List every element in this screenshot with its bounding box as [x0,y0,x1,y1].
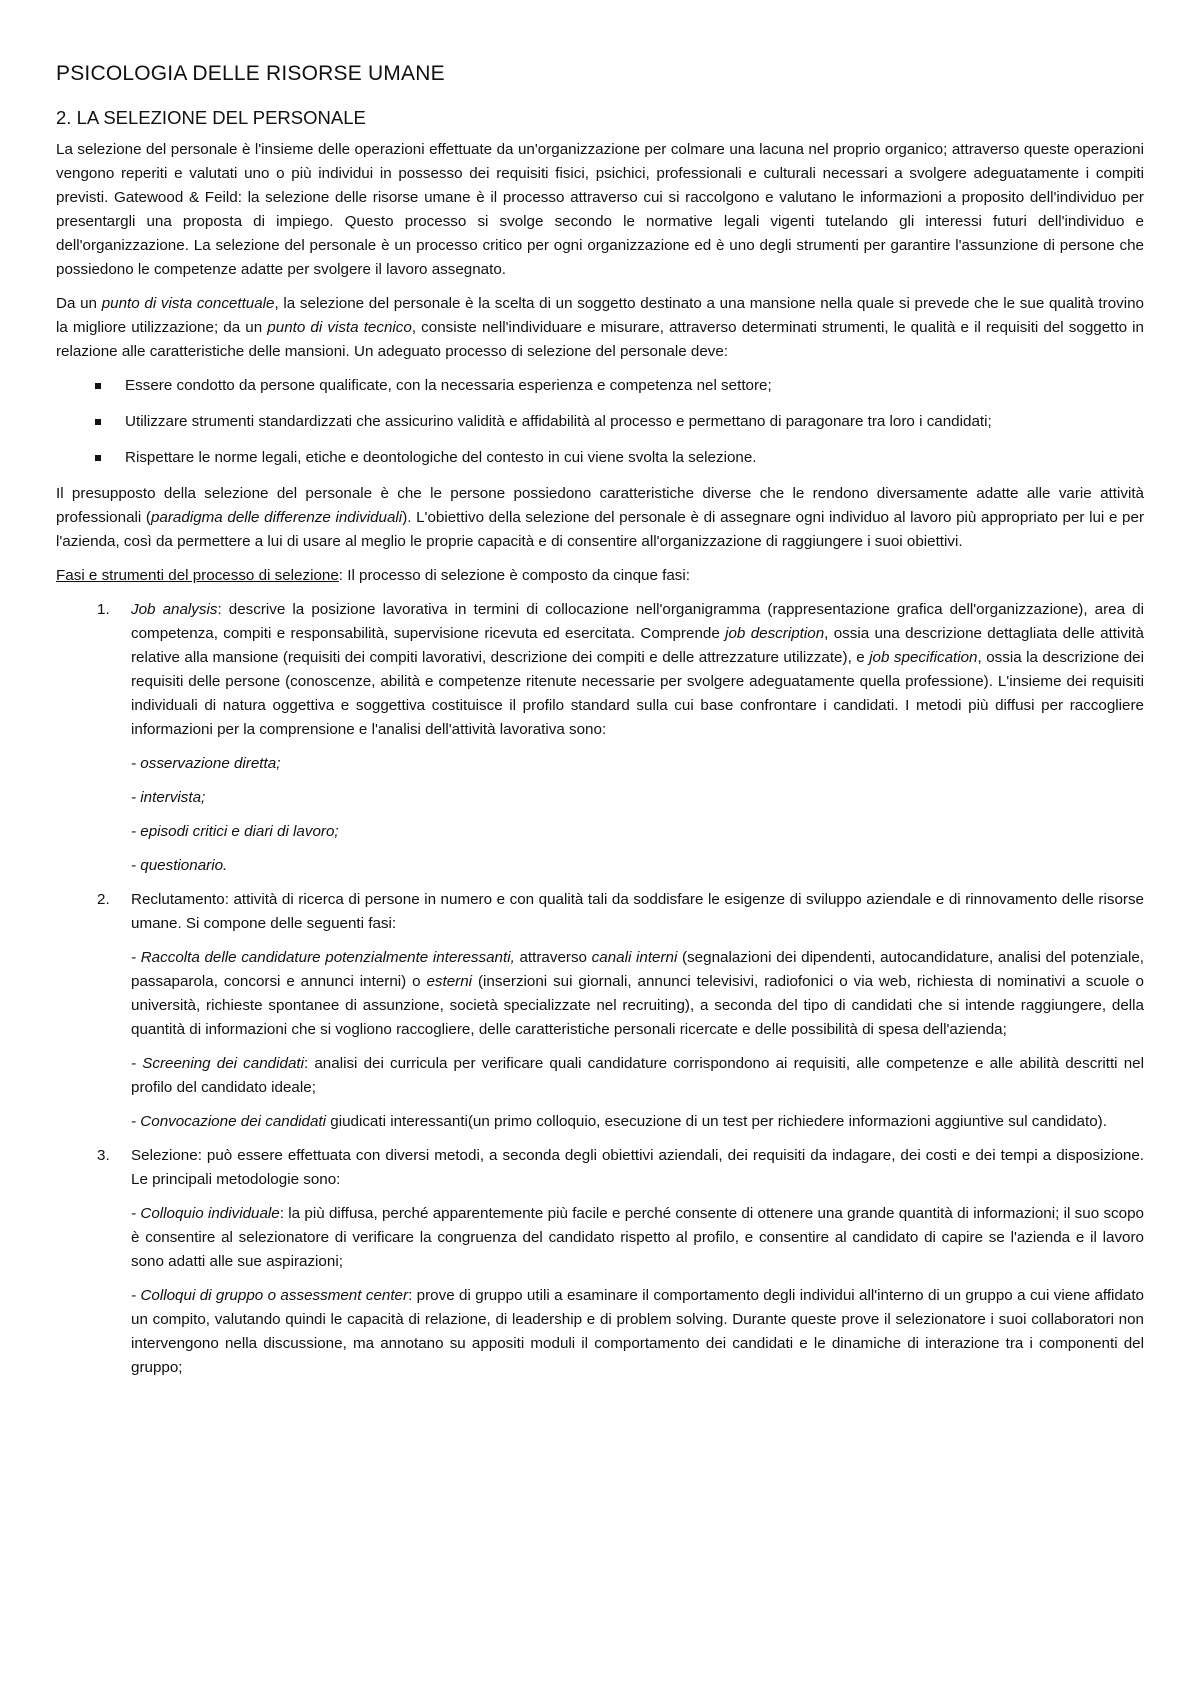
paragraph-phases-intro: Fasi e strumenti del processo di selezione: Il processo di selezione è composto da cinque fasi: [56,567,690,584]
phase-job-analysis: 1. Job analysis: descrive la posizione lavorativa in termini di collocazione nell'organigramma (rappresentazione grafica dell'organizzazione), area di competenza, compiti e responsabilità, supervisione ricevuta ed esercitata. Comprende job description, ossia una descrizione dettagliata delle attività relative alla mansione (requisiti dei compiti lavorativi, descrizione dei compiti e delle attrezzature utilizzate), e job specification, ossia la descrizione dei requisiti delle persone (conoscenze, abilità e competenze ritenute necessarie per svolgere adeguatamente quella professione). L'insieme dei requisiti individuali di natura oggettiva e soggettiva costituisce il profilo standard sulla cui base confrontare i candidati. I metodi più diffusi per raccogliere informazioni per la comprensione e l'analisi dell'attività lavorativa sono: - osservazione diretta; - intervista; - episodi critici e diari di lavoro; - questionario. [97,598,1144,878]
list-item: - Convocazione dei candidati giudicati interessanti(un primo colloquio, esecuzione di un test per richiedere informazioni aggiuntive sul candidato). [131,1113,1107,1130]
list-item: - episodi critici e diari di lavoro; [131,823,339,840]
list-item: Utilizzare strumenti standardizzati che assicurino validità e affidabilità al processo e permettano di paragonare tra loro i candidati; [95,410,1144,434]
list-item: Essere condotto da persone qualificate, con la necessaria esperienza e competenza nel settore; [95,374,1144,398]
paragraph-premise: Il presupposto della selezione del personale è che le persone possiedono caratteristiche diverse che le rendono diversamente adatte alle varie attività professionali (paradigma delle differenze individuali). L'obiettivo della selezione del personale è di assegnare ogni individuo al lavoro più appropriato per lui e per l'azienda, così da permettere a lui di usare al meglio le proprie capacità e di consentire all'organizzazione di raggiungere i suoi obiettivi. [56,485,1145,550]
requirements-list [56,374,1144,470]
list-item: - Colloquio individuale: la più diffusa, perché apparentemente più facile e perché consente di ottenere una grande quantità di informazioni; il suo scopo è consentire al selezionatore di verificare la congruenza del candidato rispetto al profilo, e consentire al candidato di capire se l'azienda e il lavoro sono adatti alle sue aspirazioni; [131,1205,1144,1270]
paragraph-intro: La selezione del personale è l'insieme delle operazioni effettuate da un'organizzazione per colmare una lacuna nel proprio organico; attraverso queste operazioni vengono reperiti e valutati uno o più individui in possesso dei requisiti fisici, psichici, professionali e culturali necessari a svolgere adeguatamente i compiti previsti. Gatewood & Feild: la selezione delle risorse umane è il processo attraverso cui si raccolgono e valutano le informazioni a proposito dell'individuo per presentargli una proposta di impiego. Questo processo si svolge secondo le normative legali vigenti tutelando gli interessi futuri dell'individuo e dell'organizzazione. La selezione del personale è un processo critico per ogni organizzazione ed è uno degli strumenti per garantire l'assunzione di persone che possiedono le competenze adatte per svolgere il lavoro assegnato. [56,141,1144,278]
phase-selezione: 3. Selezione: può essere effettuata con diversi metodi, a seconda degli obiettivi aziendali, dei requisiti da indagare, dei costi e dei tempi a disposizione. Le principali metodologie sono: - Colloquio individuale: la più diffusa, perché apparentemente più facile e perché consente di ottenere una grande quantità di informazioni; il suo scopo è consentire al selezionatore di verificare la congruenza del candidato rispetto al profilo, e consentire al candidato di capire se l'azienda e il lavoro sono adatti alle sue aspirazioni; - Colloqui di gruppo o assessment center: prove di gruppo utili a esaminare il comportamento degli individui all'interno di un gruppo a cui viene affidato un compito, valutando quindi le capacità di relazione, di leadership e di problem solving. Durante queste prove il selezionatore i suoi collaboratori non intervengono nella discussione, ma annotano su appositi moduli il comportamento dei candidati e le dinamiche di interazione tra i componenti del gruppo; [97,1144,1144,1380]
phase-reclutamento: 2. Reclutamento: attività di ricerca di persone in numero e con qualità tali da soddisfare le esigenze di sviluppo aziendale e di rinnovamento delle risorse umane. Si compone delle seguenti fasi: - Raccolta delle candidature potenzialmente interessanti, attraverso canali interni (segnalazioni dei dipendenti, autocandidature, analisi del potenziale, passaparola, concorsi e annunci interni) o esterni (inserzioni sui giornali, annunci televisivi, radiofonici o via web, richiesta di nominativi a scuole o università, richieste spontanee di assunzione, società specializzate nel recruiting), a seconda del tipo di candidati che si intende raggiungere, della quantità di informazioni che si vogliono raccogliere, delle caratteristiche personali ricercate e delle possibilità di spesa dell'azienda; - Screening dei candidati: analisi dei curricula per verificare quali candidature corrispondono ai requisiti, alle competenze e alle abilità descritti nel profilo del candidato ideale; - Convocazione dei candidati giudicati interessanti(un primo colloquio, esecuzione di un test per richiedere informazioni aggiuntive sul candidato). [97,888,1144,1134]
list-item: - osservazione diretta; [131,755,281,772]
list-item: - Raccolta delle candidature potenzialmente interessanti, attraverso canali interni (segnalazioni dei dipendenti, autocandidature, analisi del potenziale, passaparola, concorsi e annunci interni) o esterni (inserzioni sui giornali, annunci televisivi, radiofonici o via web, richiesta di nominativi a scuole o università, richieste spontanee di assunzione, società specializzate nel recruiting), a seconda del tipo di candidati che si intende raggiungere, della quantità di informazioni che si vogliono raccogliere, delle caratteristiche personali ricercate e delle possibilità di spesa dell'azienda; [131,949,1145,1038]
list-item: Rispettare le norme legali, etiche e deontologiche del contesto in cui viene svolta la selezione. [95,446,1144,470]
list-item: - intervista; [131,789,206,806]
list-item: - Colloqui di gruppo o assessment center: prove di gruppo utili a esaminare il comportamento degli individui all'interno di un gruppo a cui viene affidato un compito, valutando quindi le capacità di relazione, di leadership e di problem solving. Durante queste prove il selezionatore i suoi collaboratori non intervengono nella discussione, ma annotano su appositi moduli il comportamento dei candidati e le dinamiche di interazione tra i componenti del gruppo; [131,1287,1144,1376]
paragraph-viewpoints: Da un punto di vista concettuale, la selezione del personale è la scelta di un soggetto destinato a una mansione nella quale si prevede che le sue qualità trovino la migliore utilizzazione; da un punto di vista tecnico, consiste nell'individuare e misurare, attraverso determinati strumenti, le qualità e il requisiti del soggetto in relazione alle caratteristiche delle mansioni. Un adeguato processo di selezione del personale deve: [56,295,1145,360]
list-item: - Screening dei candidati: analisi dei curricula per verificare quali candidature corrispondono ai requisiti, alle competenze e alle abilità descritti nel profilo del candidato ideale; [131,1055,1144,1096]
document-title: PSICOLOGIA DELLE RISORSE UMANE [56,62,445,85]
phases-list [56,598,1144,1380]
section-heading: 2. LA SELEZIONE DEL PERSONALE [56,107,366,128]
list-item: - questionario. [131,857,228,874]
